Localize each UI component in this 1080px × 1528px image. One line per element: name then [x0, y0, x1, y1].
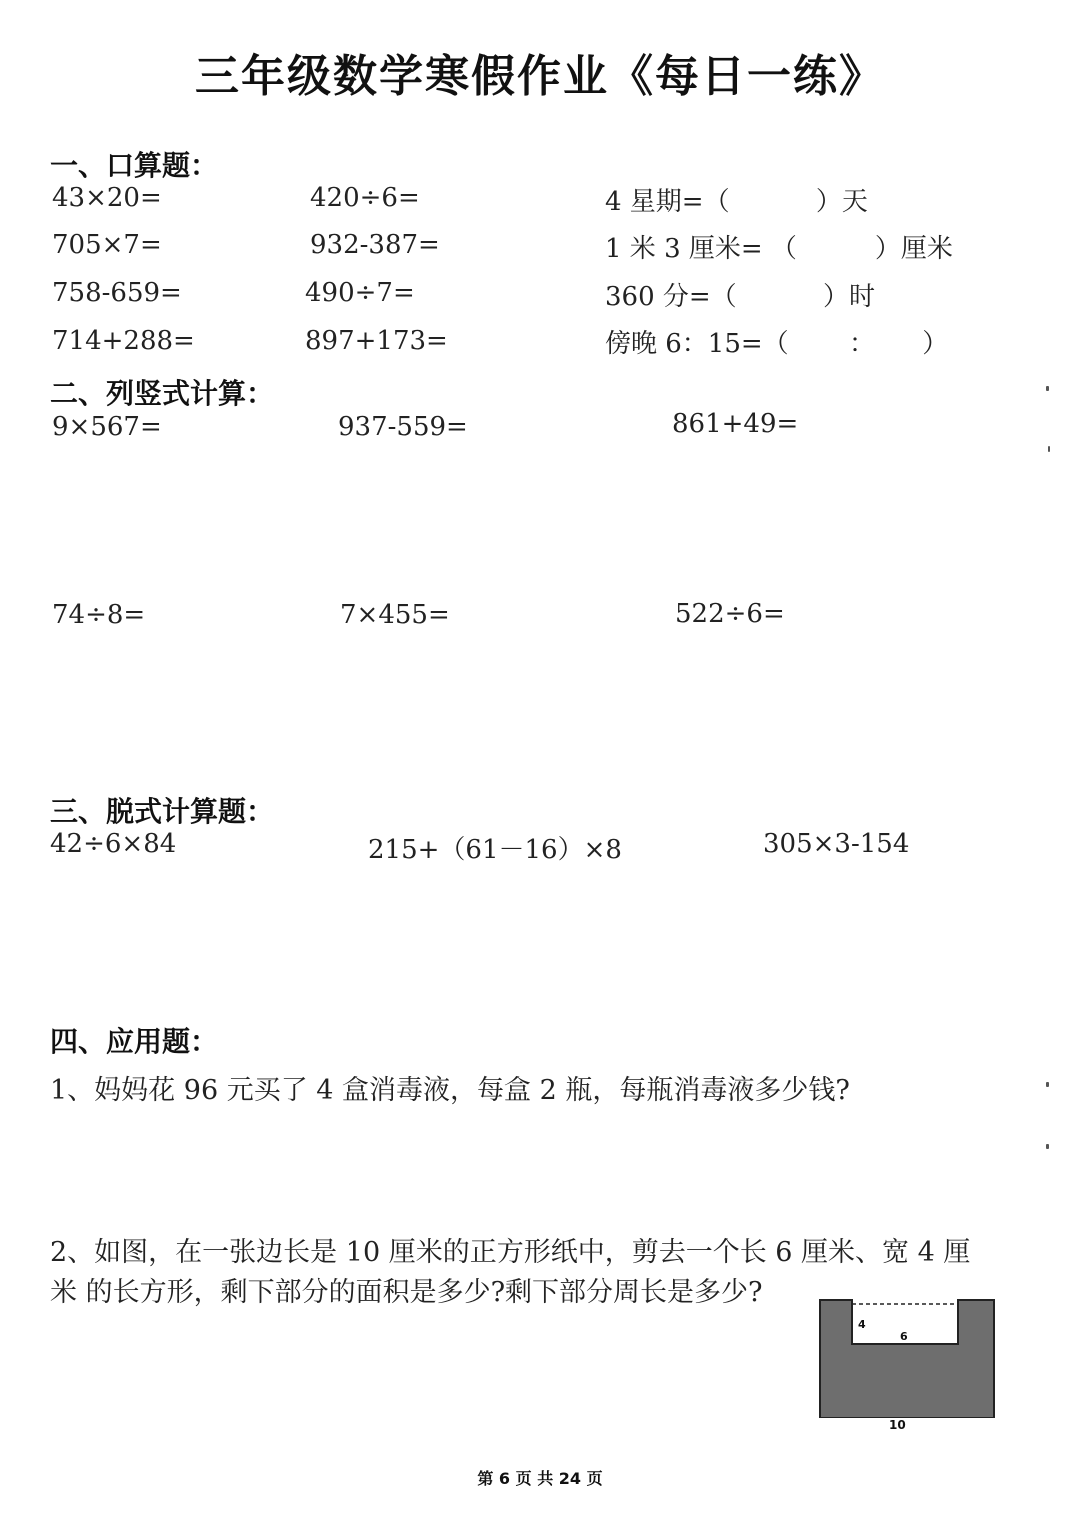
section-oral-heading: 一、口算题： [50, 149, 219, 182]
stepwise-question: 42÷6×84 [50, 829, 177, 859]
oral-question: 傍晚 6：15=（ ： ） [605, 329, 949, 359]
figure-label-height: 4 [858, 1318, 866, 1331]
oral-question: 360 分=（ ）时 [605, 282, 875, 312]
oral-question: 932-387= [310, 230, 440, 260]
vertical-question: 7×455= [340, 600, 450, 630]
section-vertical-heading: 二、列竖式计算： [50, 377, 275, 410]
word-problem-2-line-2: 米 的长方形，剩下部分的面积是多少?剩下部分周长是多少? [50, 1277, 763, 1308]
vertical-question: 74÷8= [52, 600, 146, 630]
oral-question: 490÷7= [305, 278, 415, 308]
square-cutout-figure [816, 1298, 998, 1418]
stepwise-question: 305×3-154 [763, 829, 910, 859]
figure-label-side: 10 [889, 1418, 906, 1432]
vertical-question: 937-559= [338, 412, 468, 442]
oral-question: 758-659= [52, 278, 182, 308]
oral-question: 705×7= [52, 230, 162, 260]
section-application-heading: 四、应用题： [50, 1025, 219, 1058]
vertical-question: 522÷6= [675, 599, 785, 629]
stepwise-question: 215+（61－16）×8 [368, 835, 622, 865]
scan-speck [1046, 1144, 1049, 1149]
page-footer: 第 6 页 共 24 页 [477, 1469, 603, 1488]
oral-question: 420÷6= [310, 183, 420, 213]
word-problem-2-line-1: 2、如图，在一张边长是 10 厘米的正方形纸中，剪去一个长 6 厘米、宽 4 厘 [50, 1237, 971, 1268]
page-title: 三年级数学寒假作业《每日一练》 [195, 51, 885, 102]
oral-question: 714+288= [52, 326, 195, 356]
word-problem-1: 1、妈妈花 96 元买了 4 盒消毒液，每盒 2 瓶，每瓶消毒液多少钱? [50, 1075, 850, 1106]
oral-question: 4 星期=（ ）天 [605, 187, 868, 217]
scan-speck [1048, 446, 1050, 452]
vertical-question: 861+49= [672, 409, 799, 439]
scan-speck [1046, 386, 1049, 391]
vertical-question: 9×567= [52, 412, 162, 442]
oral-question: 43×20= [52, 183, 162, 213]
oral-question: 897+173= [305, 326, 448, 356]
section-stepwise-heading: 三、脱式计算题： [50, 795, 275, 828]
oral-question: 1 米 3 厘米= （ ）厘米 [605, 234, 953, 264]
remaining-paper-shape [820, 1300, 994, 1418]
scan-speck [1046, 1082, 1049, 1087]
figure-label-width: 6 [900, 1330, 908, 1343]
